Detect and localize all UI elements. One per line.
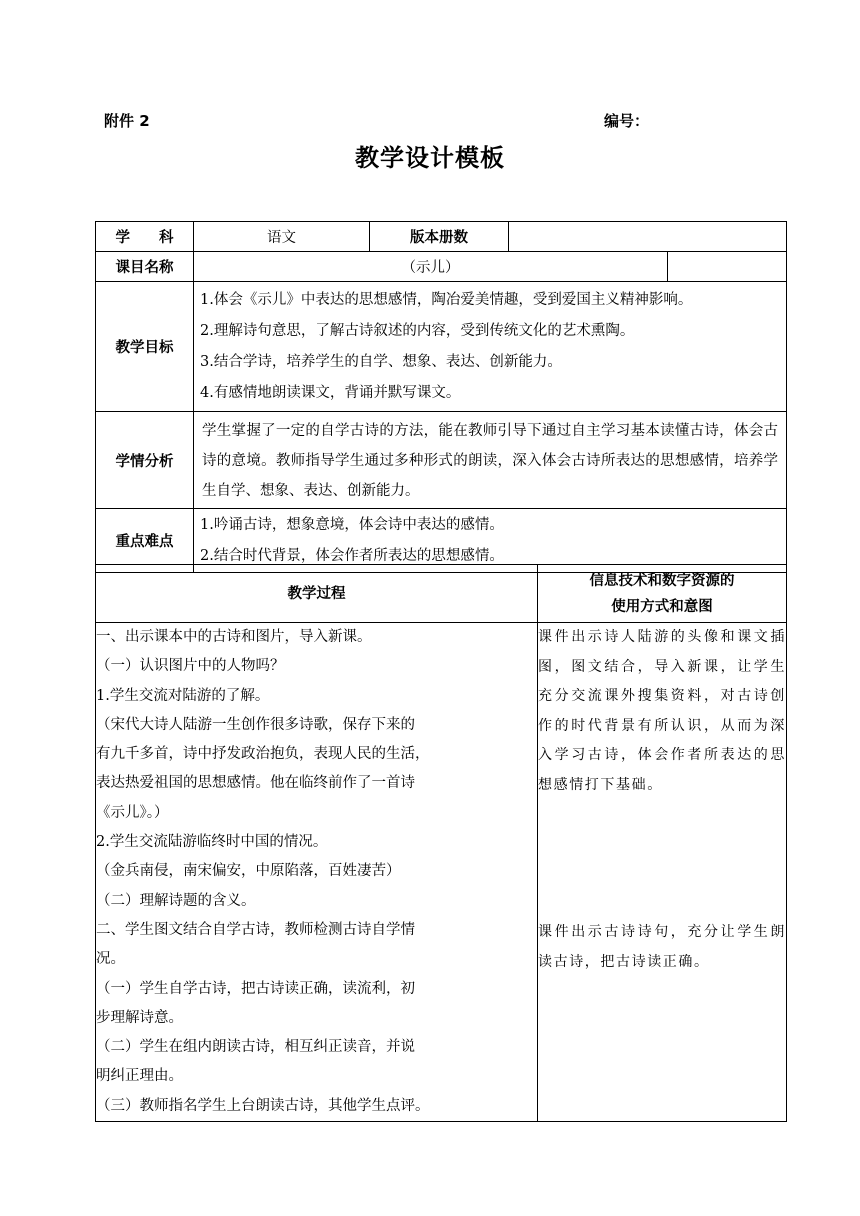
teaching-process-table	[95, 564, 787, 1122]
tech-header-line: 信息技术和数字资源的	[589, 572, 735, 589]
tech-content	[538, 623, 787, 1122]
process-line: 2.学生交流陆游临终时中国的情况。	[96, 834, 328, 851]
process-line: 明纠正理由。	[96, 1068, 183, 1085]
goal-item: 3.结合学诗，培养学生的自学、想象、表达、创新能力。	[200, 353, 562, 370]
keypoints-cell	[194, 509, 787, 573]
tech-note: 课件出示古诗诗句，充分让学生朗读古诗，把古诗读正确。	[538, 924, 786, 970]
analysis-text: 学生掌握了一定的自学古诗的方法，能在教师引导下通过自主学习基本读懂古诗，体会古诗的意境。教师指导学生通过多种形式的朗读，深入体会古诗所表达的思想感情，培养学生自学、想象、表达、创新能力。	[202, 423, 778, 499]
tech-note: 课件出示诗人陆游的头像和课文插图，图文结合，导入新课，让学生充分交流课外搜集资料，对古诗创作的时代背景有所认识，从而为深入学习古诗，体会作者所表达的思想感情打下基础。	[538, 629, 786, 793]
attachment-label: 附件 2	[104, 112, 150, 130]
process-line: 有九千多首，诗中抒发政治抱负，表现人民的生活，	[96, 746, 430, 763]
process-line: （一）认识图片中的人物吗？	[96, 658, 285, 675]
process-line: 1.学生交流对陆游的了解。	[96, 687, 270, 704]
process-line: 二、学生图文结合自学古诗，教师检测古诗自学情	[96, 921, 415, 938]
subject-value: 语文	[194, 222, 370, 252]
lesson-value: （示儿）	[194, 252, 668, 282]
goal-item: 2.理解诗句意思，了解古诗叙述的内容，受到传统文化的艺术熏陶。	[200, 322, 635, 339]
process-line: （宋代大诗人陆游一生创作很多诗歌，保存下来的	[96, 716, 415, 733]
lesson-info-table	[95, 221, 787, 573]
process-line: 《示儿》。）	[96, 804, 169, 821]
lesson-label: 课目名称	[96, 252, 194, 282]
edition-value	[509, 222, 787, 252]
process-line: （三）教师指名学生上台朗读古诗，其他学生点评。	[96, 1097, 430, 1114]
goals-label: 教学目标	[96, 282, 194, 412]
goal-item: 1.体会《示儿》中表达的思想感情，陶冶爱美情趣，受到爱国主义精神影响。	[200, 291, 693, 308]
subject-label: 学 科	[96, 222, 194, 252]
analysis-label: 学情分析	[96, 412, 194, 509]
process-line: 表达热爱祖国的思想感情。他在临终前作了一首诗	[96, 775, 415, 792]
process-line: 一、出示课本中的古诗和图片，导入新课。	[96, 629, 372, 645]
process-line: 况。	[96, 951, 125, 968]
process-line: （一）学生自学古诗，把古诗读正确，读流利，初	[96, 980, 415, 997]
keypoint-item: 1.吟诵古诗，想象意境，体会诗中表达的感情。	[200, 516, 504, 533]
process-line: （金兵南侵，南宋偏安，中原陷落，百姓凄苦）	[96, 863, 401, 880]
process-line: （二）理解诗题的含义。	[96, 892, 256, 909]
process-line: 步理解诗意。	[96, 1009, 183, 1026]
keypoints-label: 重点难点	[96, 509, 194, 573]
lesson-extra	[668, 252, 787, 282]
goal-item: 4.有感情地朗读课文，背诵并默写课文。	[200, 384, 461, 401]
goals-cell	[194, 282, 787, 412]
tech-header	[538, 565, 787, 623]
process-header: 教学过程	[96, 565, 538, 623]
edition-label: 版本册数	[370, 222, 509, 252]
keypoint-item: 2.结合时代背景，体会作者所表达的思想感情。	[200, 547, 504, 564]
process-line: （二）学生在组内朗读古诗，相互纠正读音，并说	[96, 1039, 415, 1056]
page-title: 教学设计模板	[355, 144, 505, 172]
analysis-cell	[194, 412, 787, 509]
process-content	[96, 623, 538, 1122]
tech-header-line: 使用方式和意图	[611, 598, 713, 615]
number-label: 编号：	[604, 112, 650, 130]
